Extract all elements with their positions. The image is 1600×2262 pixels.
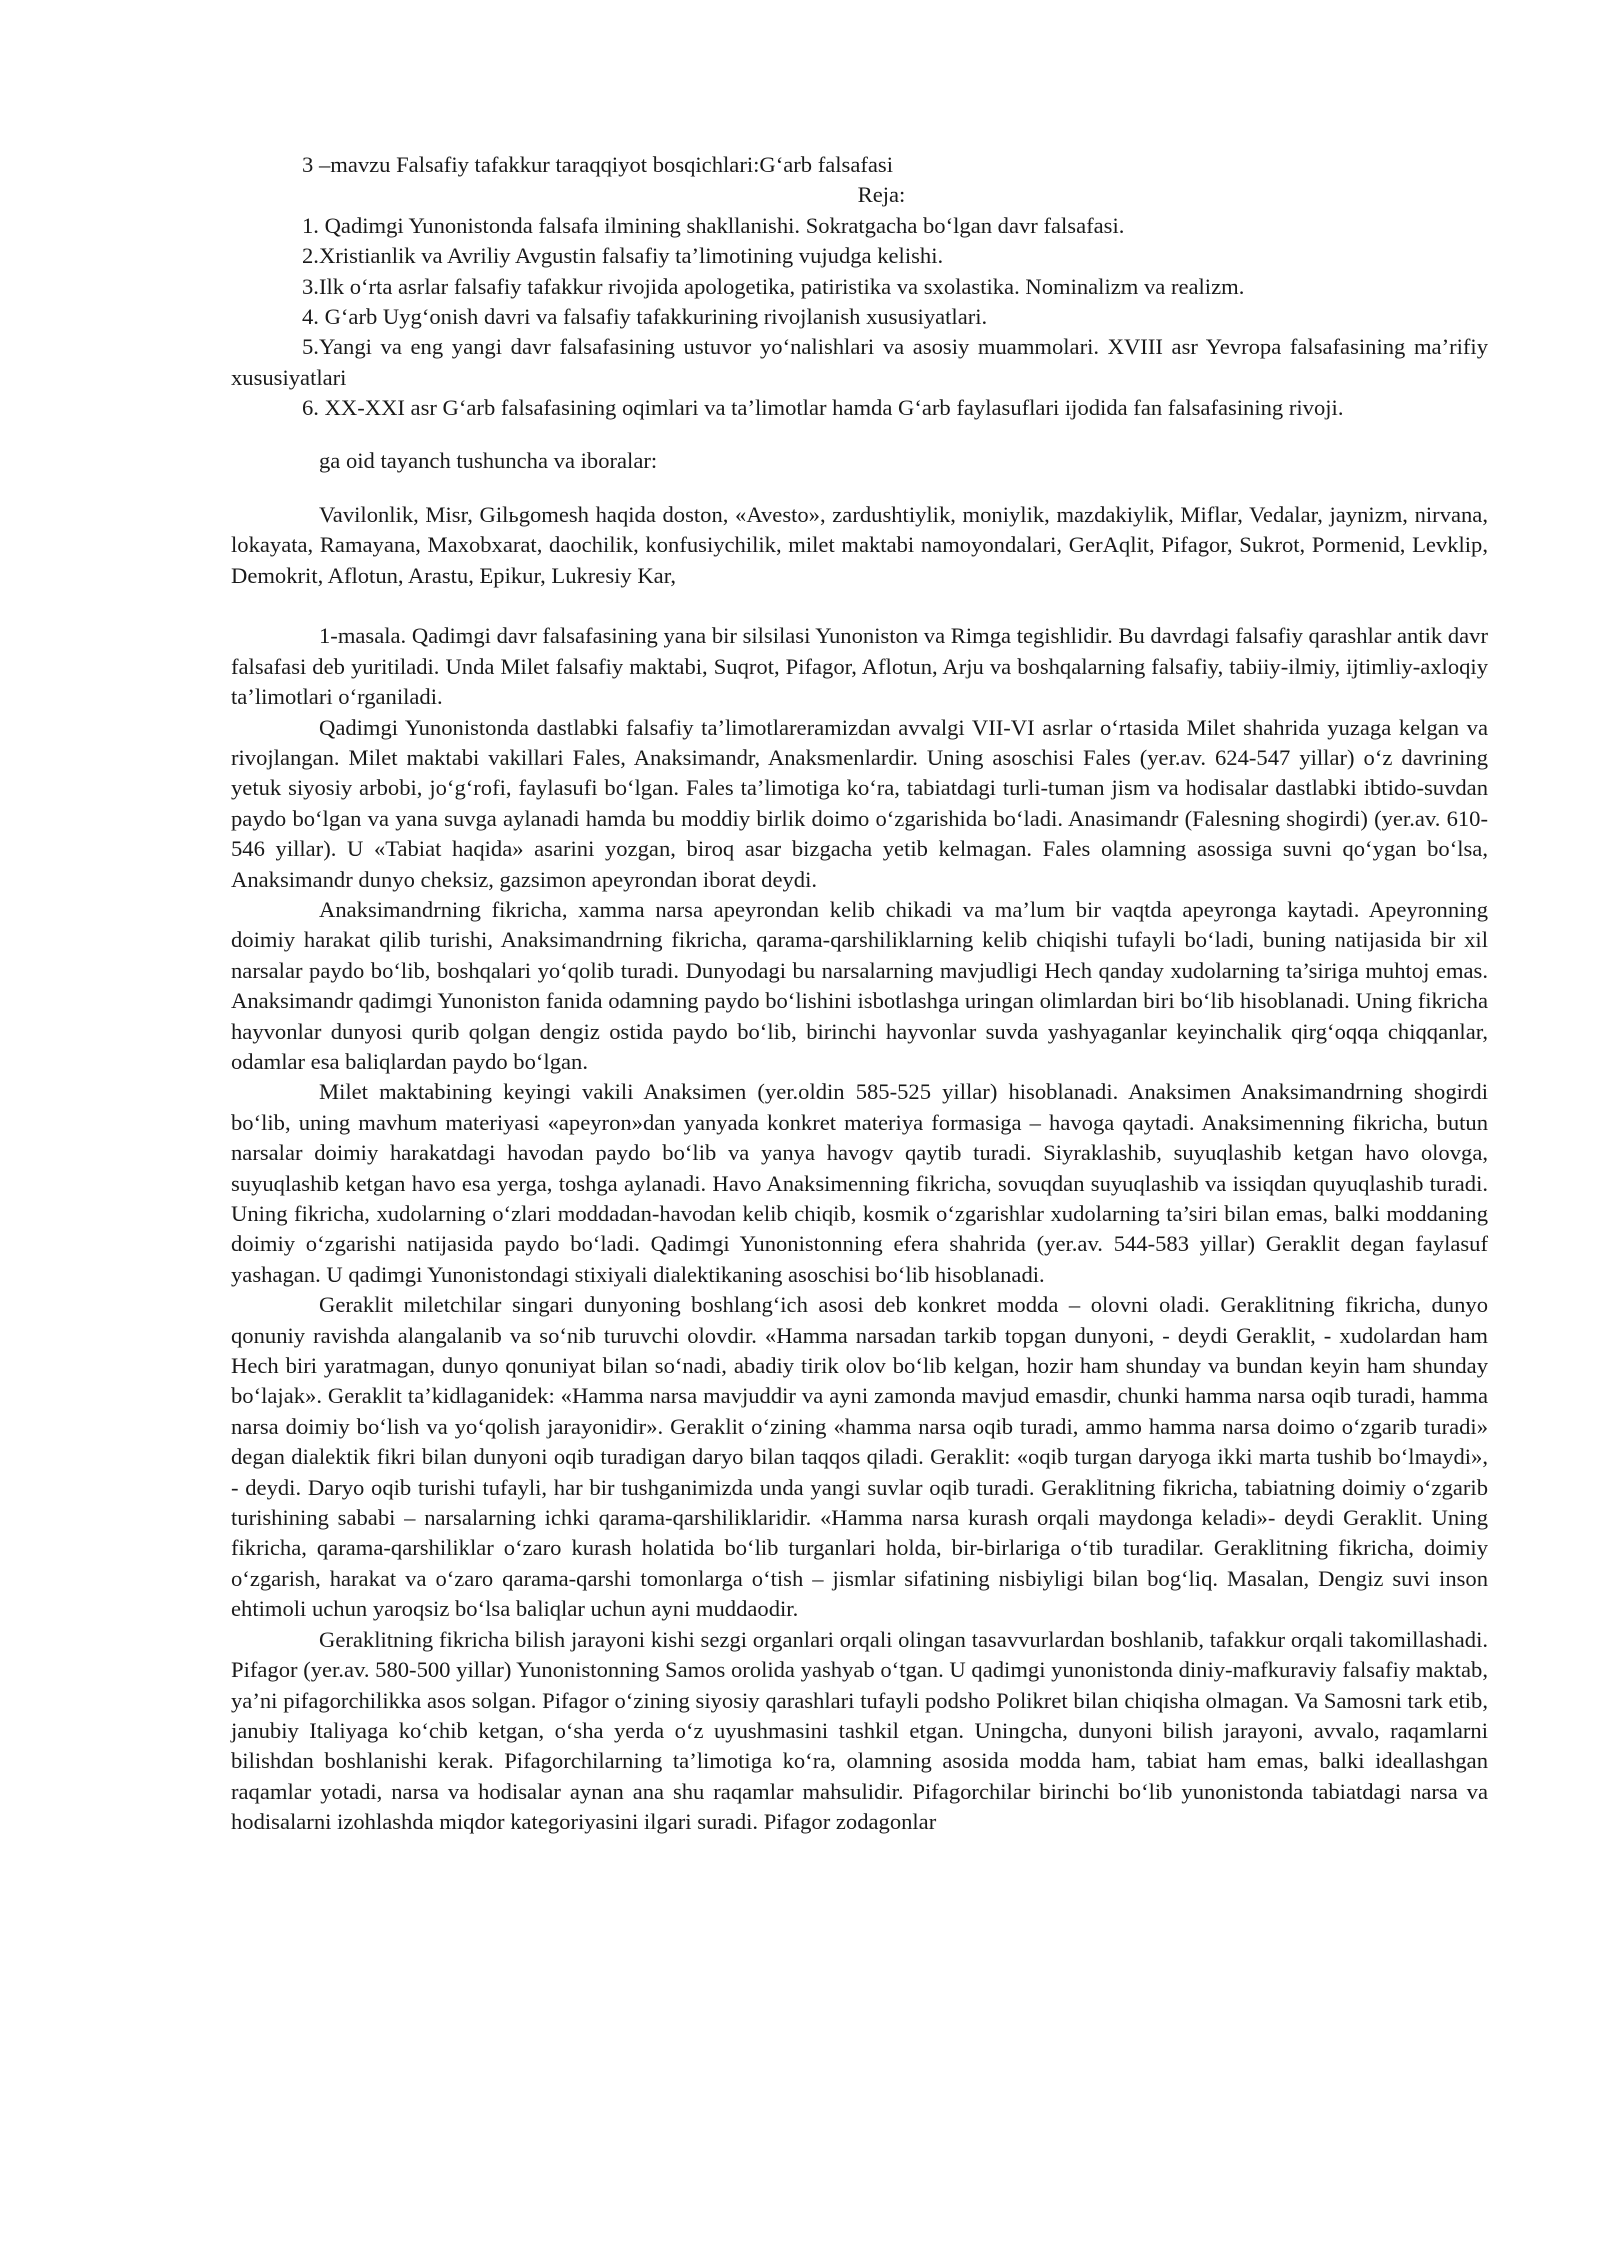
keywords-text: Vavilonlik, Misr, Gilьgomesh haqida doston, «Avesto», zardushtiylik, moniylik, mazdakiylik, Miflar, Vedalar, jaynizm, nirvana, lokayata, Ramayana, Maxobxarat, daochilik, konfusiychilik, milet maktabi namoyondalari, GerAqlit, Pifagor, Sukrot, Pormenid, Levklip, Demokrit, Aflotun, Arastu, Epikur, Lukresiy Kar,	[231, 502, 1488, 588]
plan-heading: Reja:	[857, 182, 906, 208]
document-title: 3 –mavzu Falsafiy tafakkur taraqqiyot bosqichlari:G‘arb falsafasi	[302, 152, 894, 177]
paragraph: Anaksimandrning fikricha, xamma narsa apeyrondan kelib chikadi va ma’lum bir vaqtda apeyronga kaytadi. Apeyronning doimiy harakat qilib turishi, Anaksimandrning fikricha, qarama-qarshiliklarning kelib chiqishi tufayli bo‘ladi, buning natijasida bir xil narsalar paydo bo‘lib, boshqalari yo‘qolib turadi. Dunyodagi bu narsalarning mavjudligi Hech qanday xudolarning ta’siriga muhtoj emas. Anaksimandr qadimgi Yunoniston fanida odamning paydo bo‘lishini isbotlashga uringan olimlardan biri bo‘lib hisoblanadi. Uning fikricha hayvonlar dunyosi qurib qolgan dengiz ostida paydo bo‘lib, birinchi hayvonlar suvda yashyaganlar keyinchalik qirg‘oqqa chiqqanlar, odamlar esa baliqlardan paydo bo‘lgan.	[231, 896, 1488, 1074]
document-body	[231, 150, 1488, 1838]
paragraph: Qadimgi Yunonistonda dastlabki falsafiy ta’limotlareramizdan avvalgi VII-VI asrlar o‘rtasida Milet shahrida yuzaga kelgan va rivojlangan. Milet maktabi vakillari Fales, Anaksimandr, Anaksmenlardir. Uning asoschisi Fales (yer.av. 624-547 yillar) o‘z davrining yetuk siyosiy arbobi, jo‘g‘rofi, faylasufi bo‘lgan. Fales ta’limotiga ko‘ra, tabiatdagi turli-tuman jism va hodisalar dastlabki ibtido-suvdan paydo bo‘lgan va yana suvga aylanadi hamda bu moddiy birlik doimo o‘zgarishida bo‘ladi. Anasimandr (Falesning shogirdi) (yer.av. 610-546 yillar). U «Tabiat haqida» asarini yozgan, biroq asar bizgacha yetib kelmagan. Fales olamning asossiga suvni qo‘ygan bo‘lsa, Anaksimandr dunyo cheksiz, gazsimon apeyrondan iborat deydi.	[231, 714, 1488, 892]
plan-item-3: 3.Ilk o‘rta asrlar falsafiy tafakkur rivojida apologetika, patiristika va sxolastika. Nominalizm va realizm.	[302, 273, 1245, 299]
paragraph: Milet maktabining keyingi vakili Anaksimen (yer.oldin 585-525 yillar) hisoblanadi. Anaksimen Anaksimandrning shogirdi bo‘lib, uning mavhum materiyasi «apeyron»dan yanyada konkret materiya formasiga – havoga qaytadi. Anaksimenning fikricha, butun narsalar doimiy harakatdagi havodan paydo bo‘lib va yanya havogv qaytib turadi. Siyraklashib, suyuqlashib ketgan havo olovga, suyuqlashib ketgan havo esa yerga, toshga aylanadi. Havo Anaksimenning fikricha, sovuqdan suyuqlashib va issiqdan quyuqlashib turadi. Uning fikricha, xudolarning o‘zlari moddadan-havodan kelib chiqib, kosmik o‘zgarishlar xudolarning ta’siri bilan emas, balki moddaning doimiy o‘zgarishi natijasida paydo bo‘ladi. Qadimgi Yunonistonning efera shahrida (yer.av. 544-583 yillar) Geraklit degan faylasuf yashagan. U qadimgi Yunonistondagi stixiyali dialektikaning asoschisi bo‘lib hisoblanadi.	[231, 1079, 1488, 1287]
plan-item-1: 1. Qadimgi Yunonistonda falsafa ilmining shakllanishi. Sokratgacha bo‘lgan davr falsafasi.	[302, 212, 1125, 238]
paragraph: 1-masala. Qadimgi davr falsafasining yana bir silsilasi Yunoniston va Rimga tegishlidir. Bu davrdagi falsafiy qarashlar antik davr falsafasi deb yuritiladi. Unda Milet falsafiy maktabi, Suqrot, Pifagor, Aflotun, Arju va boshqalarning falsafiy, tabiiy-ilmiy, ijtimliy-axloqiy ta’limotlari o‘rganiladi.	[231, 623, 1488, 710]
plan-item-4: 4. G‘arb Uyg‘onish davri va falsafiy tafakkurining rivojlanish xususiyatlari.	[302, 304, 988, 330]
keywords-heading: ga oid tayanch tushuncha va iboralar:	[319, 447, 658, 473]
plan-item-2: 2.Xristianlik va Avriliy Avgustin falsafiy ta’limotining vujudga kelishi.	[302, 243, 944, 269]
plan-item-6: 6. XX-XXI asr G‘arb falsafasining oqimlari va ta’limotlar hamda G‘arb faylasuflari ijodida fan falsafasining rivoji.	[302, 395, 1344, 421]
plan-item-5: 5.Yangi va eng yangi davr falsafasining ustuvor yo‘nalishlari va asosiy muammolari. XVIII asr Yevropa falsafasining ma’rifiy xususiyatlari	[231, 334, 1488, 390]
paragraph: Geraklit miletchilar singari dunyoning boshlang‘ich asosi deb konkret modda – olovni oladi. Geraklitning fikricha, dunyo qonuniy ravishda alangalanib va so‘nib turuvchi olovdir. «Hamma narsadan tarkib topgan dunyoni, - deydi Geraklit, - xudolardan ham Hech biri yaratmagan, dunyo qonuniyat bilan so‘nadi, abadiy tirik olov bo‘lib kelgan, hozir ham shunday va bundan keyin ham shunday bo‘lajak». Geraklit ta’kidlaganidek: «Hamma narsa mavjuddir va ayni zamonda mavjud emasdir, chunki hamma narsa oqib turadi, hamma narsa doimiy bo‘lish va yo‘qolish jarayonidir». Geraklit o‘zining «hamma narsa oqib turadi, ammo hamma narsa doimo o‘zgarib turadi» degan dialektik fikri bilan dunyoni oqib turadigan daryo bilan taqqos qiladi. Geraklit: «oqib turgan daryoga ikki marta tushib bo‘lmaydi», - deydi. Daryo oqib turishi tufayli, har bir tushganimizda unda yangi suvlar oqib turadi. Geraklitning fikricha, tabiatning doimiy o‘zgarib turishining sababi – narsalarning ichki qarama-qarshiliklaridir. «Hamma narsa kurash orqali maydonga keladi»- deydi Geraklit. Uning fikricha, qarama-qarshiliklar o‘zaro kurash holatida bo‘lib turganlari holda, bir-birlariga o‘tib turadilar. Geraklitning fikricha, doimiy o‘zgarish, harakat va o‘zaro qarama-qarshi tomonlarga o‘tish – jismlar sifatining nisbiyligi bilan bog‘liq. Masalan, Dengiz suvi inson ehtimoli uchun yaroqsiz bo‘lsa baliqlar uchun ayni muddaodir.	[231, 1292, 1488, 1622]
paragraph: Geraklitning fikricha bilish jarayoni kishi sezgi organlari orqali olingan tasavvurlardan boshlanib, tafakkur orqali takomillashadi. Pifagor (yer.av. 580-500 yillar) Yunonistonning Samos orolida yashyab o‘tgan. U qadimgi yunonistonda diniy-mafkuraviy falsafiy maktab, ya’ni pifagorchilikka asos solgan. Pifagor o‘zining siyosiy qarashlari tufayli podsho Polikret bilan chiqisha olmagan. Va Samosni tark etib, janubiy Italiyaga ko‘chib ketgan, o‘sha yerda o‘z uyushmasini tashkil etgan. Uningcha, dunyoni bilish jarayoni, avvalo, raqamlarni bilishdan boshlanishi kerak. Pifagorchilarning ta’limotiga ko‘ra, olamning asosida modda ham, tabiat ham emas, balki ideallashgan raqamlar yotadi, narsa va hodisalar aynan ana shu raqamlar mahsulidir. Pifagorchilar birinchi bo‘lib yunonistonda tabiatdagi narsa va hodisalarni izohlashda miqdor kategoriyasini ilgari suradi. Pifagor zodagonlar	[231, 1626, 1488, 1835]
